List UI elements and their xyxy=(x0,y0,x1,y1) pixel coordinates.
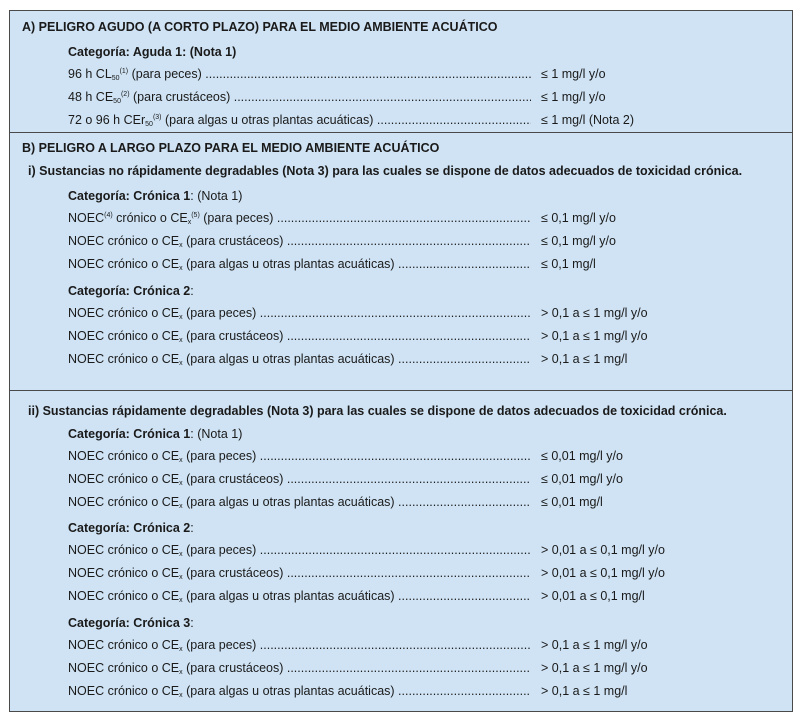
table-row: 48 h $CE_{50}^{(2)}$ (para crustáceos) ..... ≤ 1 mg/l y/o xyxy=(10,86,792,109)
hazard-classification-table xyxy=(9,10,793,712)
row-value: ≤ 0,01 mg/l y/o xyxy=(541,449,623,463)
row-value: ≤ 0,01 mg/l y/o xyxy=(541,472,623,486)
section-chronic-degradable xyxy=(10,391,792,711)
category-chronic-1: Categoría: Crónica 1: (Nota 1) xyxy=(68,427,243,441)
section-chronic-non-degradable xyxy=(10,133,792,391)
row-value: > 0,1 a ≤ 1 mg/l xyxy=(541,352,628,366)
table-row: NOEC crónico o $CE_x$ (para peces) ..... > 0,1 a ≤ 1 mg/l y/o xyxy=(10,634,792,657)
row-value: ≤ 1 mg/l (Nota 2) xyxy=(541,113,634,127)
table-row: NOEC crónico o $CE_x$ (para peces) ..... > 0,01 a ≤ 0,1 mg/l y/o xyxy=(10,539,792,562)
table-row: NOEC crónico o $CE_x$ (para crustáceos) ..... ≤ 0,1 mg/l y/o xyxy=(10,230,792,253)
table-row: NOEC crónico o $CE_x$ (para crustáceos) ..... ≤ 0,01 mg/l y/o xyxy=(10,468,792,491)
row-value: > 0,1 a ≤ 1 mg/l xyxy=(541,684,628,698)
table-row: NOEC crónico o $CE_x$ (para crustáceos) ..... > 0,01 a ≤ 0,1 mg/l y/o xyxy=(10,562,792,585)
table-row: NOEC crónico o $CE_x$ (para algas u otras plantas acuáticas) ..... ≤ 0,1 mg/l xyxy=(10,253,792,276)
category-chronic-2: Categoría: Crónica 2: xyxy=(68,521,194,535)
row-value: > 0,1 a ≤ 1 mg/l y/o xyxy=(541,661,648,675)
table-row: NOEC crónico o $CE_x$ (para algas u otras plantas acuáticas) ..... > 0,1 a ≤ 1 mg/l xyxy=(10,680,792,703)
row-value: ≤ 1 mg/l y/o xyxy=(541,67,606,81)
table-row: 72 o 96 h CEr$_{50}^{(3)}$ (para algas u otras plantas acuáticas) ..... ≤ 1 mg/l (Nota 2) xyxy=(10,109,792,132)
row-value: > 0,1 a ≤ 1 mg/l y/o xyxy=(541,638,648,652)
row-value: > 0,01 a ≤ 0,1 mg/l y/o xyxy=(541,543,665,557)
table-row: NOEC$^{(4)}$ crónico o $CE_x^{(5)}$ (para peces) ..... ≤ 0,1 mg/l y/o xyxy=(10,207,792,230)
category-chronic-2: Categoría: Crónica 2: xyxy=(68,284,194,298)
section-chronic-title: B) PELIGRO A LARGO PLAZO PARA EL MEDIO AMBIENTE ACUÁTICO xyxy=(22,141,440,155)
category-chronic-1: Categoría: Crónica 1: (Nota 1) xyxy=(68,189,243,203)
row-value: ≤ 1 mg/l y/o xyxy=(541,90,606,104)
section-acute-title: A) PELIGRO AGUDO (A CORTO PLAZO) PARA EL MEDIO AMBIENTE ACUÁTICO xyxy=(22,20,498,34)
row-value: > 0,1 a ≤ 1 mg/l y/o xyxy=(541,306,648,320)
row-value: > 0,01 a ≤ 0,1 mg/l xyxy=(541,589,645,603)
table-row: NOEC crónico o $CE_x$ (para peces) ..... ≤ 0,01 mg/l y/o xyxy=(10,445,792,468)
row-value: > 0,1 a ≤ 1 mg/l y/o xyxy=(541,329,648,343)
category-acute-1: Categoría: Aguda 1: (Nota 1) xyxy=(68,45,237,59)
table-row: NOEC crónico o $CE_x$ (para algas u otras plantas acuáticas) ..... > 0,1 a ≤ 1 mg/l xyxy=(10,348,792,371)
row-value: ≤ 0,1 mg/l y/o xyxy=(541,211,616,225)
subsection-i-title: i) Sustancias no rápidamente degradables (Nota 3) para las cuales se dispone de datos adecuados de toxicidad crónica. xyxy=(28,164,743,178)
row-value: ≤ 0,1 mg/l y/o xyxy=(541,234,616,248)
table-row: NOEC crónico o $CE_x$ (para peces) ..... > 0,1 a ≤ 1 mg/l y/o xyxy=(10,302,792,325)
table-row: 96 h $CL_{50}^{(1)}$ (para peces) ..... ≤ 1 mg/l y/o xyxy=(10,63,792,86)
subsection-ii-title: ii) Sustancias rápidamente degradables (Nota 3) para las cuales se dispone de datos adecuados de toxicidad crónica. xyxy=(28,404,727,418)
row-value: > 0,01 a ≤ 0,1 mg/l y/o xyxy=(541,566,665,580)
section-acute xyxy=(10,11,792,133)
row-value: ≤ 0,01 mg/l xyxy=(541,495,603,509)
row-value: ≤ 0,1 mg/l xyxy=(541,257,596,271)
table-row: NOEC crónico o $CE_x$ (para crustáceos) ..... > 0,1 a ≤ 1 mg/l y/o xyxy=(10,325,792,348)
table-row: NOEC crónico o $CE_x$ (para crustáceos) ..... > 0,1 a ≤ 1 mg/l y/o xyxy=(10,657,792,680)
category-chronic-3: Categoría: Crónica 3: xyxy=(68,616,194,630)
table-row: NOEC crónico o $CE_x$ (para algas u otras plantas acuáticas) ..... ≤ 0,01 mg/l xyxy=(10,491,792,514)
table-row: NOEC crónico o $CE_x$ (para algas u otras plantas acuáticas) ..... > 0,01 a ≤ 0,1 mg/l xyxy=(10,585,792,608)
